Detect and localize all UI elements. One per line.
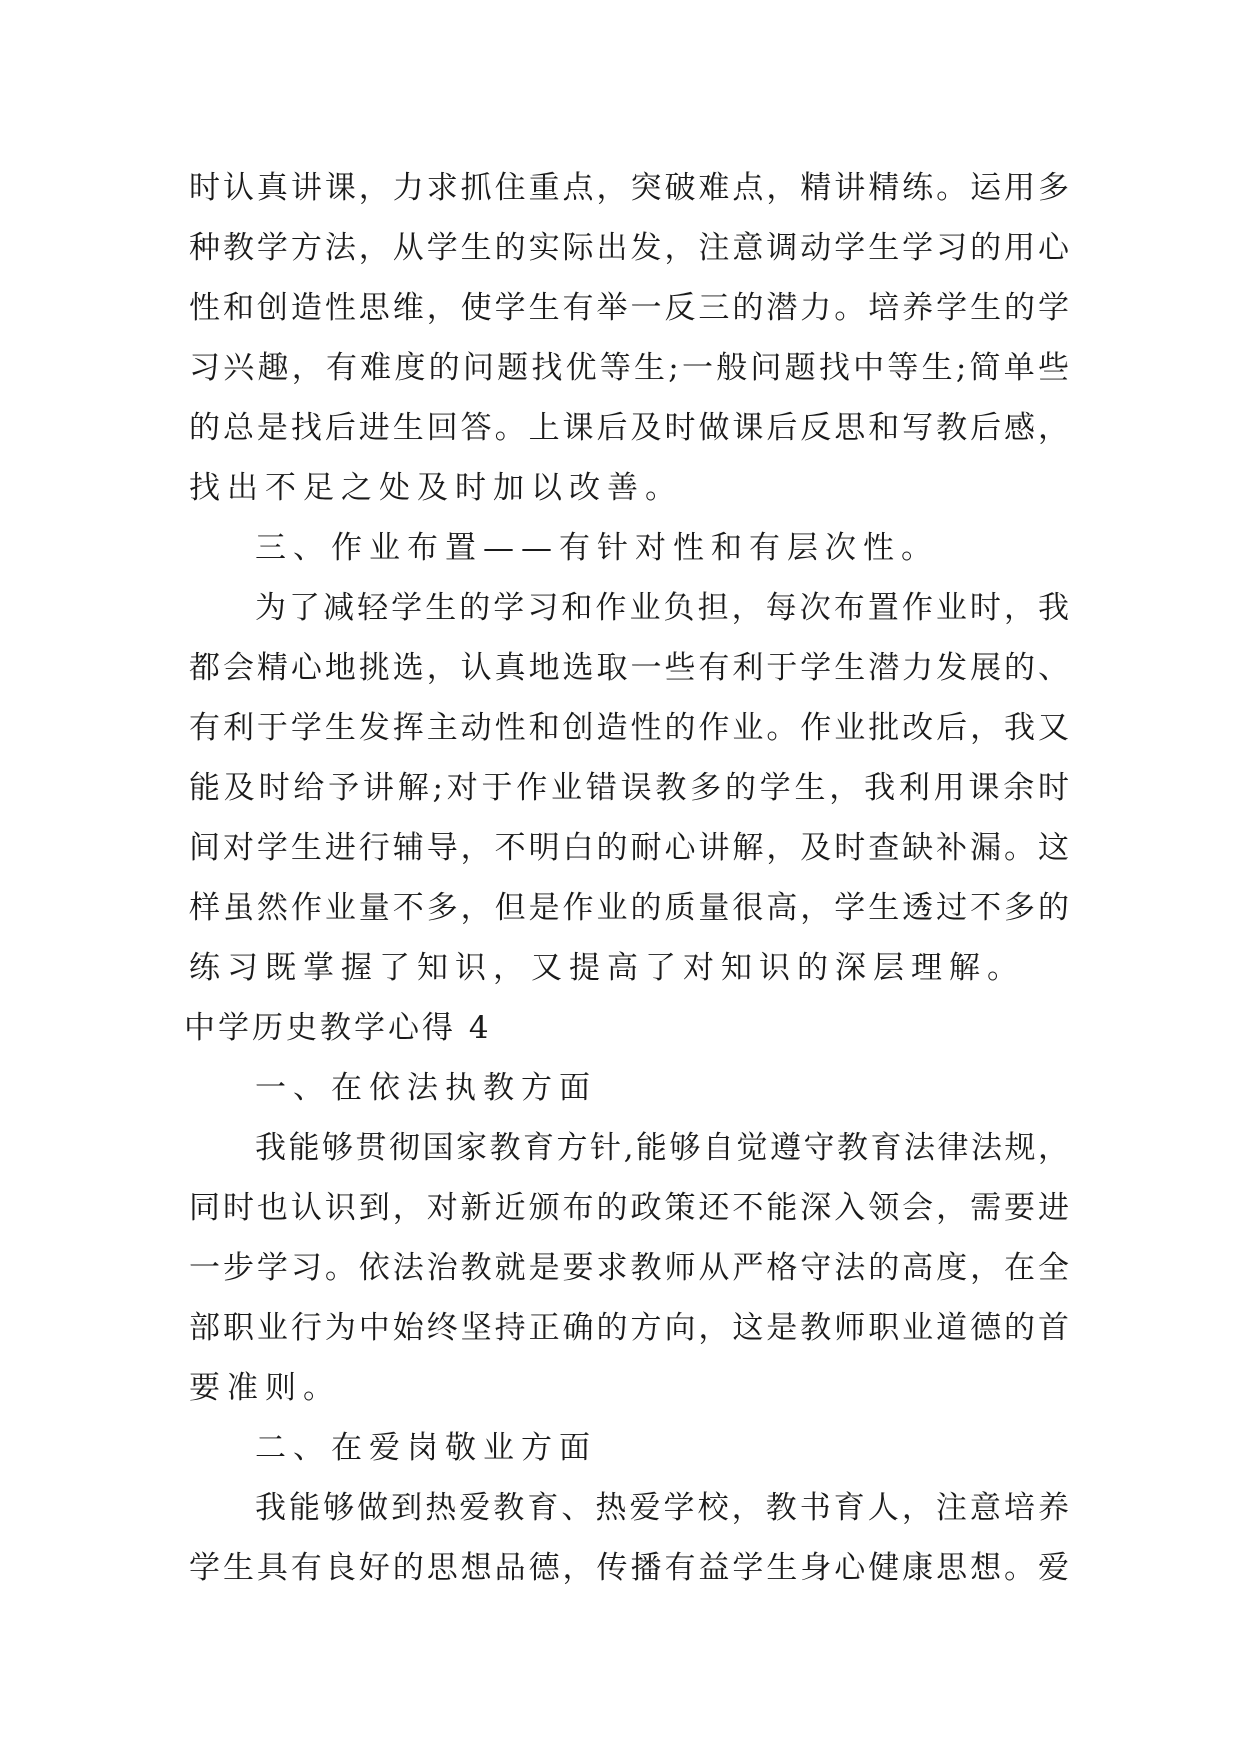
paragraph-line: 同时也认识到，对新近颁布的政策还不能深入领会，需要进 [189, 1190, 1069, 1226]
paragraph-line: 种教学方法，从学生的实际出发，注意调动学生学习的用心 [189, 230, 1069, 266]
paragraph-line: 间对学生进行辅导，不明白的耐心讲解，及时查缺补漏。这 [189, 830, 1069, 866]
paragraph-line: 有利于学生发挥主动性和创造性的作业。作业批改后，我又 [189, 710, 1069, 746]
paragraph-line: 都会精心地挑选，认真地选取一些有利于学生潜力发展的、 [189, 650, 1069, 686]
document-body [184, 158, 1069, 1598]
paragraph-line: 一步学习。依法治教就是要求教师从严格守法的高度，在全 [189, 1250, 1069, 1286]
paragraph-last-line: 练习既掌握了知识，又提高了对知识的深层理解。 [189, 950, 1025, 986]
section-heading: 二、在爱岗敬业方面 [255, 1430, 597, 1466]
paragraph-first-line: 我能够贯彻国家教育方针,能够自觉遵守教育法律法规， [255, 1130, 1069, 1166]
paragraph-line: 部职业行为中始终坚持正确的方向，这是教师职业道德的首 [189, 1310, 1069, 1346]
paragraph-line: 学生具有良好的思想品德，传播有益学生身心健康思想。爱 [189, 1550, 1069, 1586]
paragraph-first-line: 我能够做到热爱教育、热爱学校，教书育人，注意培养 [255, 1490, 1069, 1526]
section-heading: 三、作业布置——有针对性和有层次性。 [255, 530, 939, 566]
paragraph-last-line: 找出不足之处及时加以改善。 [189, 470, 683, 506]
paragraph-first-line: 为了减轻学生的学习和作业负担，每次布置作业时，我 [255, 590, 1069, 626]
paragraph-line: 能及时给予讲解;对于作业错误教多的学生，我利用课余时 [189, 770, 1069, 806]
paragraph-line: 性和创造性思维，使学生有举一反三的潜力。培养学生的学 [189, 290, 1069, 326]
paragraph-line: 样虽然作业量不多，但是作业的质量很高，学生透过不多的 [189, 890, 1069, 926]
paragraph-line: 习兴趣，有难度的问题找优等生;一般问题找中等生;简单些 [189, 350, 1069, 386]
paragraph-line: 时认真讲课，力求抓住重点，突破难点，精讲精练。运用多 [189, 170, 1069, 206]
section-heading: 一、在依法执教方面 [255, 1070, 597, 1106]
paragraph-last-line: 要准则。 [189, 1370, 341, 1406]
document-heading: 中学历史教学心得 4 [184, 1010, 492, 1046]
paragraph-line: 的总是找后进生回答。上课后及时做课后反思和写教后感， [189, 410, 1069, 446]
